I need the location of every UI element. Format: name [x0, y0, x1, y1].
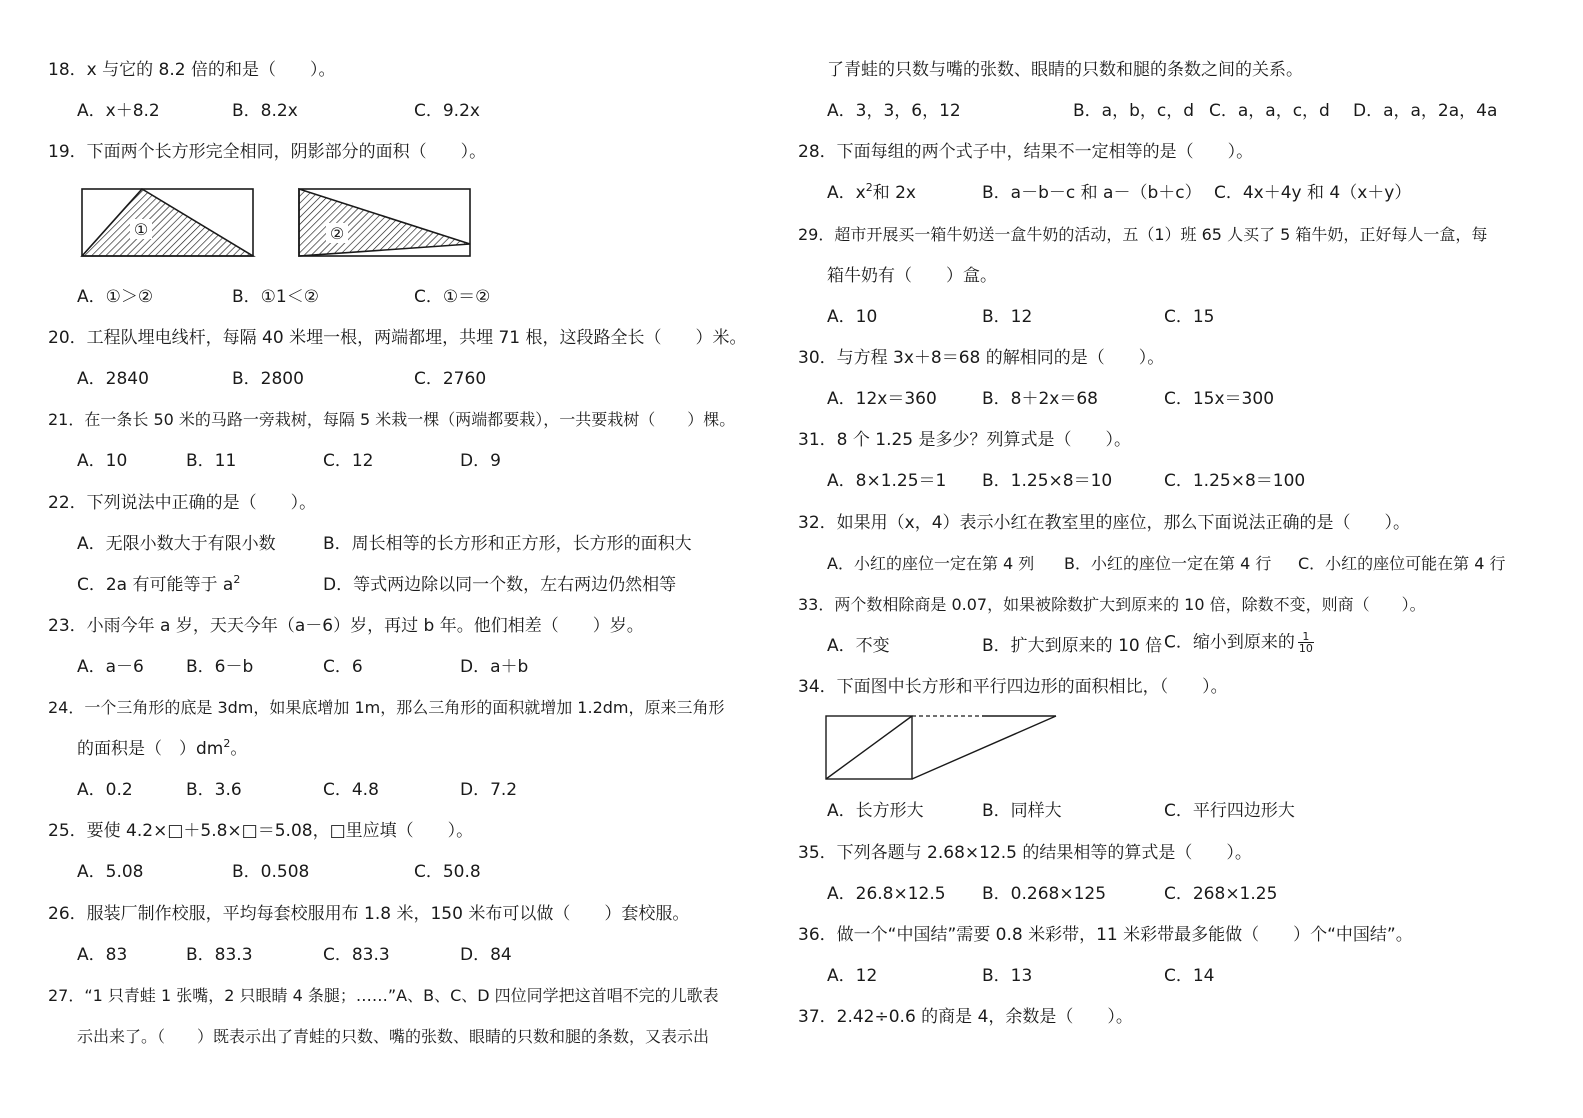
question-35-stem: 35．下列各题与 2.68×12.5 的结果相等的算式是（ ）。 — [798, 843, 1252, 863]
option-b[interactable]: B．0.268×125 — [982, 884, 1107, 904]
option-c[interactable]: C．2760 — [414, 369, 487, 389]
option-c[interactable]: C．9.2x — [414, 101, 480, 121]
option-d[interactable]: D．等式两边除以同一个数，左右两边仍然相等 — [323, 575, 677, 595]
label-2: ② — [329, 224, 345, 243]
option-c[interactable]: C．①＝② — [414, 287, 491, 307]
rectangles-figure — [78, 184, 478, 264]
option-a[interactable]: A．$x^2$和 2x — [827, 181, 916, 203]
question-29-stem: 29．超市开展买一箱牛奶送一盒牛奶的活动，五（1）班 65 人买了 5 箱牛奶，正好每人一盒，每 — [798, 225, 1488, 244]
question-27-stem: 27．“1 只青蛙 1 张嘴，2 只眼睛 4 条腿；……”A、B、C、D 四位同学把这首唱不完的儿歌表 — [48, 986, 719, 1005]
option-b[interactable]: B．13 — [982, 966, 1033, 986]
option-c[interactable]: C．83.3 — [323, 945, 390, 965]
option-a[interactable]: A．0.2 — [77, 780, 133, 800]
option-a[interactable]: A．①＞② — [77, 287, 154, 307]
option-d[interactable]: D．a，a，2a，4a — [1353, 101, 1498, 121]
option-c[interactable]: C．15 — [1164, 307, 1215, 327]
option-a[interactable]: A．a－6 — [77, 657, 144, 677]
option-b[interactable]: B．扩大到原来的 10 倍 — [982, 636, 1163, 656]
option-d[interactable]: D．a＋b — [460, 657, 529, 677]
question-19-stem: 19．下面两个长方形完全相同，阴影部分的面积（ ）。 — [48, 142, 487, 162]
question-37-stem: 37．2.42÷0.6 的商是 4，余数是（ ）。 — [798, 1007, 1133, 1027]
option-b[interactable]: B．2800 — [232, 369, 304, 389]
question-20-stem: 20．工程队埋电线杆，每隔 40 米埋一根，两端都埋，共埋 71 根，这段路全长（ ）米。 — [48, 328, 747, 348]
option-b[interactable]: B．8.2x — [232, 101, 298, 121]
label-1: ① — [133, 220, 149, 239]
option-b[interactable]: B．11 — [186, 451, 237, 471]
option-b[interactable]: B．83.3 — [186, 945, 253, 965]
question-34-stem: 34．下面图中长方形和平行四边形的面积相比，（ ）。 — [798, 677, 1228, 697]
option-a[interactable]: A．10 — [827, 307, 878, 327]
option-c[interactable]: C．小红的座位可能在第 4 行 — [1298, 554, 1506, 573]
option-b[interactable]: B．3.6 — [186, 780, 242, 800]
option-a[interactable]: A．长方形大 — [827, 801, 924, 821]
question-22-stem: 22．下列说法中正确的是（ ）。 — [48, 493, 317, 513]
option-a[interactable]: A．小红的座位一定在第 4 列 — [827, 554, 1035, 573]
rectangle-1 — [82, 189, 253, 256]
option-b[interactable]: B．a，b，c，d — [1073, 101, 1195, 121]
option-b[interactable]: B．周长相等的长方形和正方形，长方形的面积大 — [323, 534, 692, 554]
option-a[interactable]: A．12x＝360 — [827, 389, 937, 409]
option-a[interactable]: A．3，3，6，12 — [827, 101, 961, 121]
option-c[interactable]: C．2a 有可能等于 $a^2$ — [77, 573, 241, 595]
option-b[interactable]: B．小红的座位一定在第 4 行 — [1064, 554, 1272, 573]
question-18-stem: 18．x 与它的 8.2 倍的和是（ ）。 — [48, 60, 336, 80]
question-33-stem: 33．两个数相除商是 0.07，如果被除数扩大到原来的 10 倍，除数不变，则商（ ）。 — [798, 595, 1426, 614]
option-b[interactable]: B．6－b — [186, 657, 254, 677]
option-b[interactable]: B．1.25×8＝10 — [982, 471, 1113, 491]
question-23-stem: 23．小雨今年 a 岁，天天今年（a－6）岁，再过 b 年。他们相差（ ）岁。 — [48, 616, 644, 636]
question-31-stem: 31．8 个 1.25 是多少？列算式是（ ）。 — [798, 430, 1132, 450]
option-a[interactable]: A．8×1.25＝1 — [827, 471, 947, 491]
shaded-triangle-1 — [82, 189, 253, 256]
option-a[interactable]: A．26.8×12.5 — [827, 884, 946, 904]
option-c[interactable]: C．50.8 — [414, 862, 481, 882]
fraction-one-tenth: $\frac{1}{10}$ — [1298, 630, 1313, 655]
question-26-stem: 26．服装厂制作校服，平均每套校服用布 1.8 米，150 米布可以做（ ）套校服。 — [48, 904, 690, 924]
rectangle-parallelogram-figure — [824, 714, 1064, 784]
option-c[interactable]: C．14 — [1164, 966, 1215, 986]
option-d[interactable]: D．9 — [460, 451, 501, 471]
option-a[interactable]: A．不变 — [827, 636, 890, 656]
option-a[interactable]: A．无限小数大于有限小数 — [77, 534, 276, 554]
option-b[interactable]: B．0.508 — [232, 862, 310, 882]
parallelogram-right-side — [912, 716, 1056, 779]
question-28-stem: 28．下面每组的两个式子中，结果不一定相等的是（ ）。 — [798, 142, 1254, 162]
option-b[interactable]: B．①1＜② — [232, 287, 319, 307]
question-21-stem: 21．在一条长 50 米的马路一旁栽树，每隔 5 米栽一棵（两端都要栽），一共要栽树（ ）棵。 — [48, 410, 736, 429]
question-27-stem-line-3: 了青蛙的只数与嘴的张数、眼睛的只数和腿的条数之间的关系。 — [827, 60, 1303, 80]
question-36-stem: 36．做一个“中国结”需要 0.8 米彩带，11 米彩带最多能做（ ）个“中国结”。 — [798, 925, 1413, 945]
option-a[interactable]: A．12 — [827, 966, 878, 986]
rectangle-2 — [299, 189, 470, 256]
parallelogram-left-side — [826, 716, 912, 779]
option-c[interactable]: C．1.25×8＝100 — [1164, 471, 1306, 491]
option-a[interactable]: A．x＋8.2 — [77, 101, 160, 121]
option-c[interactable]: C．平行四边形大 — [1164, 801, 1295, 821]
option-c[interactable]: C．12 — [323, 451, 374, 471]
option-c[interactable]: C．4.8 — [323, 780, 379, 800]
shaded-triangle-2 — [299, 189, 470, 256]
option-b[interactable]: B．8＋2x＝68 — [982, 389, 1098, 409]
question-24-stem-line-2: 的面积是（ ）$dm^2$。 — [77, 737, 248, 759]
question-29-stem-line-2: 箱牛奶有（ ）盒。 — [827, 266, 997, 286]
option-a[interactable]: A．10 — [77, 451, 128, 471]
option-c[interactable]: C．268×1.25 — [1164, 884, 1278, 904]
question-24-stem: 24．一个三角形的底是 3dm，如果底增加 1m，那么三角形的面积就增加 1.2dm，原来三角形 — [48, 698, 725, 717]
question-25-stem: 25．要使 4.2×□＋5.8×□＝5.08，□里应填（ ）。 — [48, 821, 474, 841]
option-b[interactable]: B．a－b－c 和 a－（b＋c） — [982, 183, 1202, 203]
option-c[interactable]: C．缩小到原来的 $\frac{1}{10}$ — [1164, 630, 1313, 655]
option-a[interactable]: A．83 — [77, 945, 128, 965]
option-b[interactable]: B．12 — [982, 307, 1033, 327]
option-b[interactable]: B．同样大 — [982, 801, 1062, 821]
question-27-stem-line-2: 示出来了。（ ）既表示出了青蛙的只数、嘴的张数、眼睛的只数和腿的条数，又表示出 — [77, 1027, 710, 1046]
question-32-stem: 32．如果用（x，4）表示小红在教室里的座位，那么下面说法正确的是（ ）。 — [798, 513, 1411, 533]
option-d[interactable]: D．7.2 — [460, 780, 518, 800]
option-d[interactable]: D．84 — [460, 945, 512, 965]
option-a[interactable]: A．5.08 — [77, 862, 144, 882]
option-c[interactable]: C．6 — [323, 657, 363, 677]
option-c[interactable]: C．4x＋4y 和 4（x＋y） — [1214, 183, 1412, 203]
option-c[interactable]: C．a，a，c，d — [1209, 101, 1330, 121]
option-a[interactable]: A．2840 — [77, 369, 149, 389]
option-c[interactable]: C．15x＝300 — [1164, 389, 1275, 409]
question-30-stem: 30．与方程 3x＋8＝68 的解相同的是（ ）。 — [798, 348, 1165, 368]
